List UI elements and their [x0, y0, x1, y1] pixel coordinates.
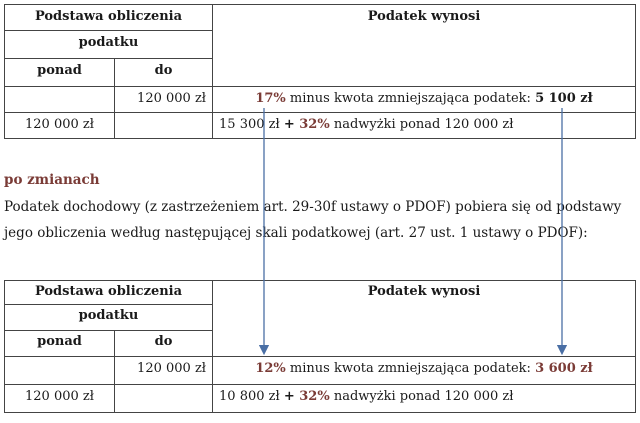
row1-text: minus kwota zmniejszająca podatek: [285, 361, 536, 376]
header-base [5, 281, 213, 305]
row2-tax [213, 385, 636, 413]
header-base-line2: podatku [78, 308, 139, 323]
row1-to: 120 000 zł [115, 87, 213, 113]
header-base [5, 5, 213, 31]
row2-tax [213, 113, 636, 139]
row1-amount: 3 600 zł [535, 361, 593, 376]
row2-over: 120 000 zł [5, 385, 115, 413]
tax-table-before [4, 4, 636, 139]
header-base-line2: podatku [78, 35, 139, 50]
row2-rate: 32% [299, 117, 330, 132]
col-to-header: do [115, 59, 213, 87]
row2-to [115, 385, 213, 413]
row2-text: nadwyżki ponad 120 000 zł [329, 389, 514, 404]
row2-plus: + [283, 389, 300, 404]
row1-over [5, 87, 115, 113]
row1-amount: 5 100 zł [535, 91, 593, 106]
row2-plus: + [283, 117, 300, 132]
row1-rate: 12% [255, 361, 286, 376]
header-tax-label: Podatek wynosi [367, 284, 481, 299]
row1-text: minus kwota zmniejszająca podatek: [285, 91, 536, 106]
header-base-line1: Podstawa obliczenia [34, 9, 183, 24]
header-tax [213, 5, 636, 87]
row2-base: 15 300 zł [219, 117, 284, 132]
col-over-header: ponad [5, 331, 115, 357]
row2-to [115, 113, 213, 139]
row1-tax [213, 87, 636, 113]
col-to-header: do [115, 331, 213, 357]
row1-rate: 17% [255, 91, 286, 106]
section-title: po zmianach [4, 172, 100, 188]
paragraph: Podatek dochodowy (z zastrzeżeniem art. 29-30f ustawy o PDOF) pobiera się od podstawy jego obliczenia według następującej skali podatkowej (art. 27 ust. 1 ustawy o PDOF): [4, 199, 622, 241]
row1-over [5, 357, 115, 385]
row2-base: 10 800 zł [219, 389, 284, 404]
header-base-line1: Podstawa obliczenia [34, 284, 183, 299]
row2-over: 120 000 zł [5, 113, 115, 139]
row2-rate: 32% [299, 389, 330, 404]
row1-tax [213, 357, 636, 385]
header-base-cont [5, 305, 213, 331]
header-tax-label: Podatek wynosi [367, 9, 481, 24]
header-base-cont [5, 31, 213, 59]
header-tax [213, 281, 636, 357]
col-over-header: ponad [5, 59, 115, 87]
row2-text: nadwyżki ponad 120 000 zł [329, 117, 514, 132]
tax-table-after [4, 280, 636, 413]
row1-to: 120 000 zł [115, 357, 213, 385]
